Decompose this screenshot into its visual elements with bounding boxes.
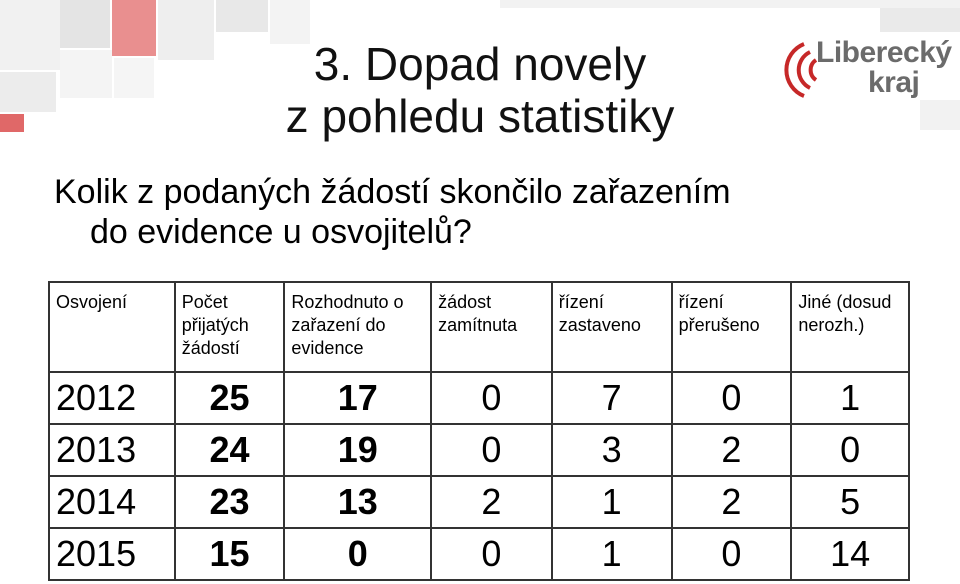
cell-zastaveno: 3 bbox=[552, 424, 672, 476]
decor-square bbox=[0, 114, 24, 132]
cell-year: 2014 bbox=[49, 476, 175, 528]
question-line-1: Kolik z podaných žádostí skončilo zařazením bbox=[54, 173, 731, 211]
header-pocet-zadosti: Počet přijatých žádostí bbox=[175, 282, 285, 372]
logo-text-line-2: kraj bbox=[868, 66, 920, 99]
cell-zastaveno: 1 bbox=[552, 528, 672, 580]
decor-square bbox=[920, 100, 960, 130]
table-row bbox=[49, 476, 909, 528]
cell-rozhodnuto: 19 bbox=[284, 424, 431, 476]
cell-preruseno: 0 bbox=[672, 528, 792, 580]
decor-square bbox=[60, 50, 112, 98]
cell-year: 2013 bbox=[49, 424, 175, 476]
header-rozhodnuto: Rozhodnuto o zařazení do evidence bbox=[284, 282, 431, 372]
title-line-2: z pohledu statistiky bbox=[285, 90, 675, 142]
logo-text-line-1: Liberecký bbox=[816, 36, 952, 69]
decor-square bbox=[60, 0, 110, 48]
cell-zamitnuta: 0 bbox=[431, 528, 552, 580]
liberecky-kraj-logo bbox=[774, 36, 952, 100]
header-osvojeni: Osvojení bbox=[49, 282, 175, 372]
logo-arcs-icon bbox=[774, 38, 822, 102]
cell-pocet: 25 bbox=[175, 372, 285, 424]
cell-zamitnuta: 0 bbox=[431, 372, 552, 424]
cell-jine: 5 bbox=[791, 476, 909, 528]
cell-zastaveno: 7 bbox=[552, 372, 672, 424]
header-zamitnuta: žádost zamítnuta bbox=[431, 282, 552, 372]
question-heading bbox=[54, 172, 731, 252]
decor-square bbox=[112, 0, 156, 56]
cell-jine: 14 bbox=[791, 528, 909, 580]
page-title bbox=[200, 38, 760, 142]
cell-jine: 0 bbox=[791, 424, 909, 476]
decor-square bbox=[500, 0, 960, 8]
cell-rozhodnuto: 17 bbox=[284, 372, 431, 424]
header-zastaveno: řízení zastaveno bbox=[552, 282, 672, 372]
table-row bbox=[49, 424, 909, 476]
decor-square bbox=[880, 8, 960, 32]
statistics-table bbox=[48, 281, 910, 581]
cell-zamitnuta: 2 bbox=[431, 476, 552, 528]
cell-pocet: 24 bbox=[175, 424, 285, 476]
cell-year: 2012 bbox=[49, 372, 175, 424]
title-line-1: 3. Dopad novely bbox=[313, 38, 647, 90]
table-row bbox=[49, 372, 909, 424]
cell-rozhodnuto: 0 bbox=[284, 528, 431, 580]
cell-preruseno: 0 bbox=[672, 372, 792, 424]
cell-jine: 1 bbox=[791, 372, 909, 424]
cell-preruseno: 2 bbox=[672, 424, 792, 476]
cell-pocet: 23 bbox=[175, 476, 285, 528]
decor-square bbox=[114, 58, 154, 98]
header-jine: Jiné (dosud nerozh.) bbox=[791, 282, 909, 372]
decor-square bbox=[216, 0, 268, 32]
cell-rozhodnuto: 13 bbox=[284, 476, 431, 528]
cell-zamitnuta: 0 bbox=[431, 424, 552, 476]
table-row bbox=[49, 528, 909, 580]
cell-pocet: 15 bbox=[175, 528, 285, 580]
decor-square bbox=[0, 72, 56, 112]
cell-year: 2015 bbox=[49, 528, 175, 580]
table-header-row bbox=[49, 282, 909, 372]
cell-preruseno: 2 bbox=[672, 476, 792, 528]
cell-zastaveno: 1 bbox=[552, 476, 672, 528]
header-preruseno: řízení přerušeno bbox=[672, 282, 792, 372]
decor-square bbox=[0, 0, 60, 70]
question-line-2: do evidence u osvojitelů? bbox=[90, 213, 472, 251]
